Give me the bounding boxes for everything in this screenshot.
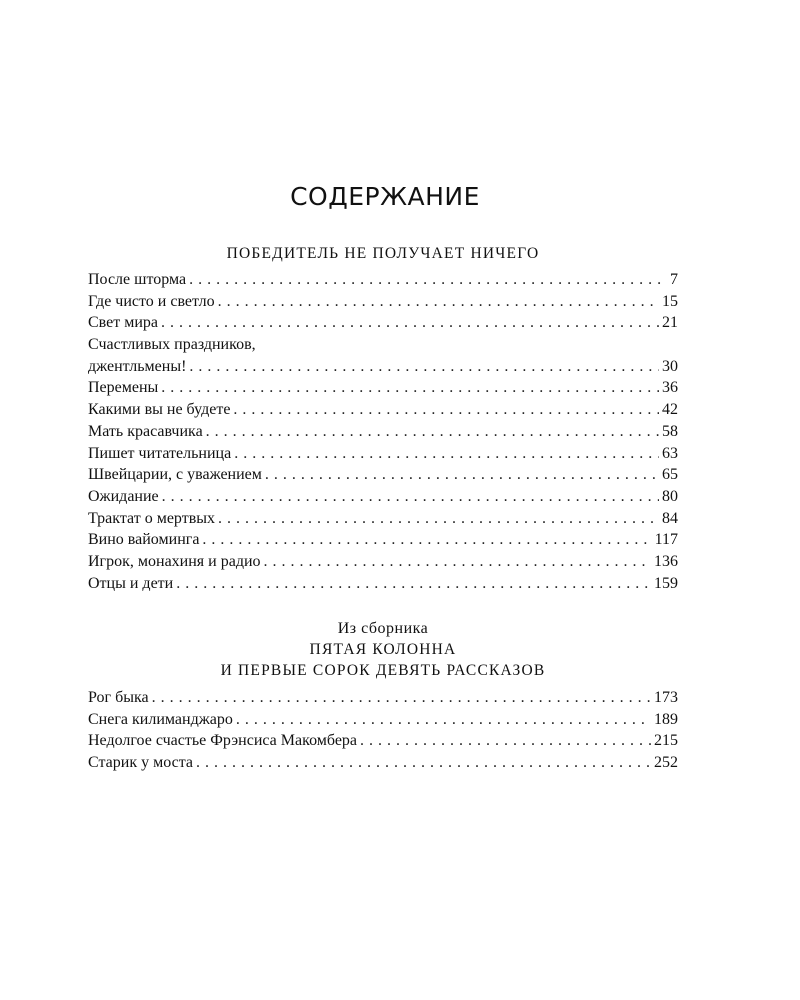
section-heading-1: ПОБЕДИТЕЛЬ НЕ ПОЛУЧАЕТ НИЧЕГО [226, 245, 540, 262]
toc-entry [88, 752, 678, 774]
leader-dots [161, 377, 659, 399]
entry-page: 136 [651, 551, 678, 573]
entry-title: Где чисто и светло [88, 291, 218, 313]
entry-page: 42 [659, 399, 678, 421]
entry-title: Какими вы не будете [88, 399, 233, 421]
entry-page: 84 [659, 508, 678, 530]
toc-entry [88, 486, 678, 508]
entry-title: Трактат о мертвых [88, 508, 218, 530]
entry-page: 117 [652, 529, 678, 551]
entry-page: 58 [659, 421, 678, 443]
page-title: СОДЕРЖАНИЕ [290, 182, 480, 211]
leader-dots [189, 269, 667, 291]
entry-title: Недолгое счастье Фрэнсиса Макомбера [88, 730, 360, 752]
entry-title-line1: Счастливых праздников, [88, 334, 259, 356]
leader-dots [233, 399, 659, 421]
leader-dots [218, 508, 659, 530]
entry-title: После шторма [88, 269, 189, 291]
toc-entry [88, 269, 678, 291]
toc-list-1 [88, 269, 678, 594]
toc-entry [88, 291, 678, 313]
section-pre-heading: Из сборника [337, 620, 429, 637]
toc-entry [88, 399, 678, 421]
entry-page: 252 [651, 752, 678, 774]
section-heading-2a: ПЯТАЯ КОЛОННА [309, 641, 457, 658]
leader-dots [206, 421, 659, 443]
leader-dots [202, 529, 651, 551]
entry-page: 21 [659, 312, 678, 334]
toc-entry [88, 334, 678, 377]
leader-dots [196, 752, 651, 774]
entry-title: Швейцарии, с уважением [88, 464, 265, 486]
toc-list-2 [88, 687, 678, 774]
entry-page: 173 [651, 687, 678, 709]
entry-title: Рог быка [88, 687, 152, 709]
leader-dots [162, 486, 659, 508]
entry-page: 80 [659, 486, 678, 508]
entry-page: 63 [659, 443, 678, 465]
section-heading-2b: И ПЕРВЫЕ СОРОК ДЕВЯТЬ РАССКАЗОВ [220, 662, 546, 679]
toc-entry [88, 730, 678, 752]
leader-dots [360, 730, 651, 752]
leader-dots [264, 551, 651, 573]
entry-page: 36 [659, 377, 678, 399]
entry-page: 215 [651, 730, 678, 752]
entry-page: 65 [659, 464, 678, 486]
leader-dots [234, 443, 659, 465]
entry-title: Пишет читательница [88, 443, 234, 465]
entry-page: 15 [659, 291, 678, 313]
entry-title: Отцы и дети [88, 573, 176, 595]
leader-dots [152, 687, 651, 709]
entry-title: Игрок, монахиня и радио [88, 551, 264, 573]
toc-entry [88, 709, 678, 731]
leader-dots [265, 464, 659, 486]
leader-dots [236, 709, 651, 731]
entry-title: Снега килиманджаро [88, 709, 236, 731]
entry-page: 159 [651, 573, 678, 595]
toc-entry [88, 443, 678, 465]
toc-entry [88, 551, 678, 573]
toc-entry [88, 508, 678, 530]
toc-entry [88, 529, 678, 551]
toc-entry [88, 464, 678, 486]
entry-title: Свет мира [88, 312, 161, 334]
toc-entry [88, 687, 678, 709]
entry-page: 189 [651, 709, 678, 731]
leader-dots [189, 356, 659, 378]
leader-dots [176, 573, 651, 595]
leader-dots [161, 312, 659, 334]
entry-title: Старик у моста [88, 752, 196, 774]
entry-title: Мать красавчика [88, 421, 206, 443]
entry-page: 7 [667, 269, 678, 291]
toc-entry [88, 312, 678, 334]
entry-page: 30 [659, 356, 678, 378]
entry-title: Перемены [88, 377, 161, 399]
entry-title: Вино вайоминга [88, 529, 202, 551]
toc-entry [88, 377, 678, 399]
toc-entry [88, 573, 678, 595]
leader-dots [218, 291, 659, 313]
toc-entry [88, 421, 678, 443]
entry-title: джентльмены! [88, 356, 189, 378]
entry-title: Ожидание [88, 486, 162, 508]
